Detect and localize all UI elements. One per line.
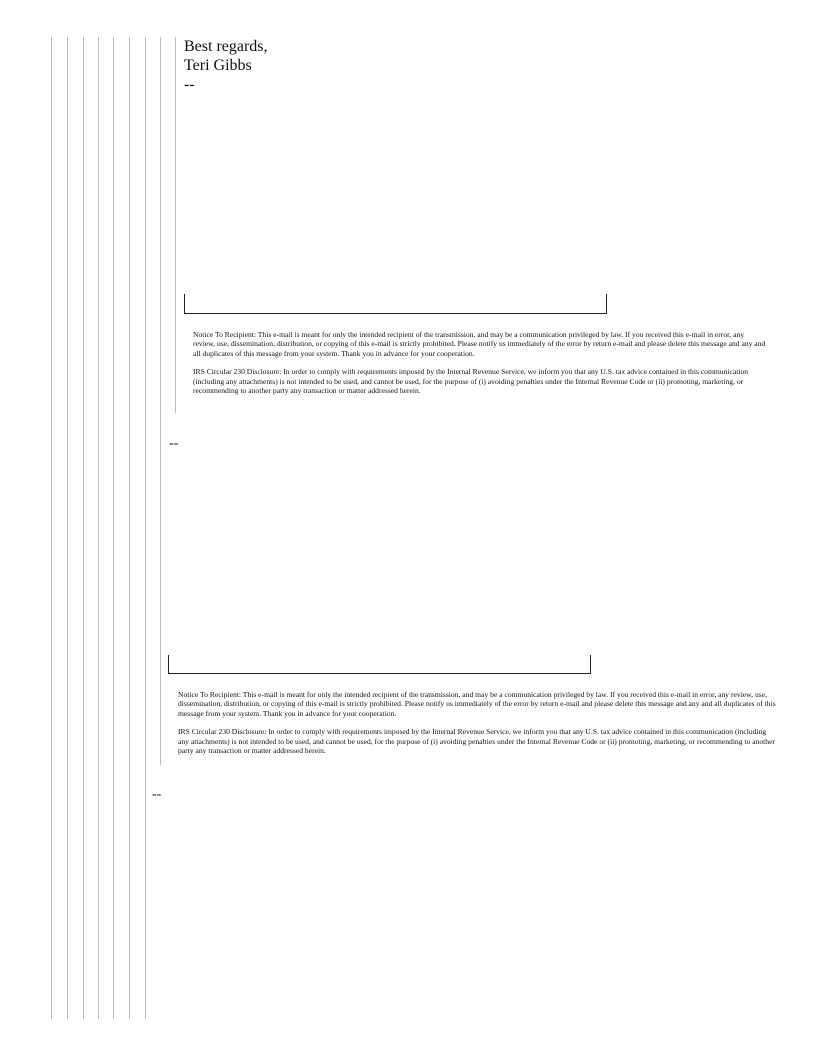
irs-disclosure: IRS Circular 230 Disclosure: In order to comply with requirements imposed by the Internal Revenue Service, we inform you that any U.S. tax advice contained in this communication (including any attachments) is not intended to be used, and cannot be used, for the purpose of (i) avoiding penalties under the Internal Revenue Code or (ii) promoting, marketing, or recommending to another party any transaction or matter addressed herein. — [193, 367, 749, 396]
quote-rule-1 — [51, 37, 52, 1019]
quote-rule-6 — [129, 37, 130, 1019]
separator: -- — [152, 787, 162, 802]
signature-closing: Best regards, — [184, 38, 268, 55]
quote-rule-5 — [113, 37, 114, 1019]
disclaimer-block — [178, 690, 776, 755]
signature-block — [184, 37, 268, 94]
irs-disclosure: IRS Circular 230 Disclosure: In order to comply with requirements imposed by the Internal Revenue Service, we inform you that any U.S. tax advice contained in this communication (including any attachments) is not intended to be used, and cannot be used, for the purpose of (i) avoiding penalties under the Internal Revenue Code or (ii) promoting, marketing, or recommending to another party any transaction or matter addressed herein. — [178, 727, 775, 756]
signature-frame — [184, 294, 607, 314]
signature-name: Teri Gibbs — [184, 57, 252, 74]
signature-separator: -- — [184, 76, 195, 93]
disclaimer-block — [193, 330, 768, 395]
separator: -- — [169, 436, 179, 451]
quote-rule-2 — [67, 37, 68, 1019]
quote-rule-9 — [175, 37, 176, 413]
recipient-notice: Notice To Recipient: This e-mail is meant for only the intended recipient of the transmission, and may be a communication privileged by law. If you received this e-mail in error, any review, use, dissemination, distribution, or copying of this e-mail is strictly prohibited. Please notify us immediately of the error by return e-mail and please delete this message and any and all duplicates of this message from your system. Thank you in advance for your cooperation. — [178, 690, 776, 718]
quote-rule-7 — [145, 37, 146, 1019]
quote-rule-4 — [98, 37, 99, 1019]
recipient-notice: Notice To Recipient: This e-mail is meant for only the intended recipient of the transmission, and may be a communication privileged by law. If you received this e-mail in error, any review, use, dissemination, distribution, or copying of this e-mail is strictly prohibited. Please notify us immediately of the error by return e-mail and please delete this message and any and all duplicates of this message from your system. Thank you in advance for your cooperation. — [193, 330, 766, 358]
quote-rule-8 — [160, 37, 161, 765]
quote-rule-3 — [83, 37, 84, 1019]
signature-frame — [168, 655, 591, 674]
